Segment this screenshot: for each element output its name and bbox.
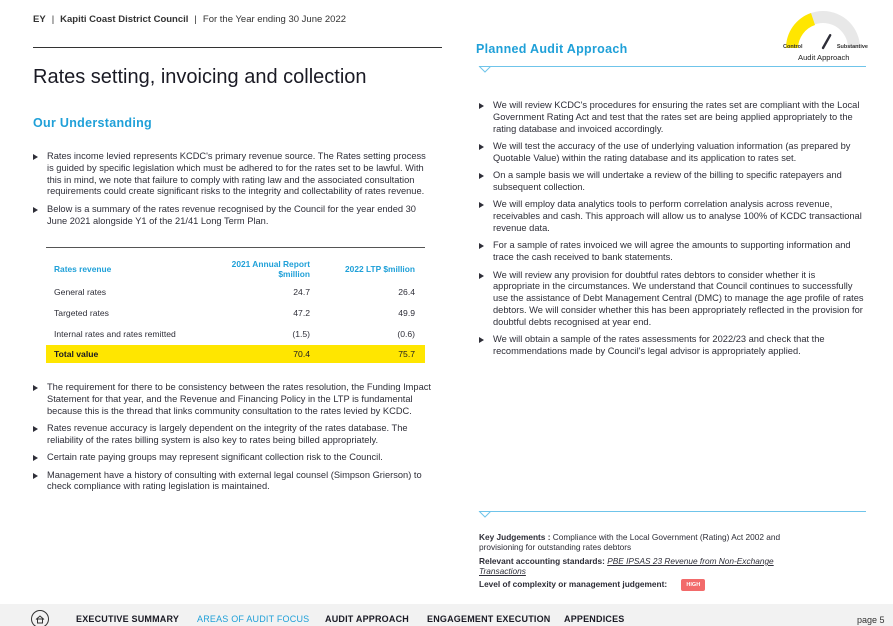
key-judgements-label: Key Judgements : bbox=[479, 532, 551, 542]
gauge-label-substantive: Substantive bbox=[836, 44, 868, 50]
list-item: We will obtain a sample of the rates assessments for 2022/23 and check that the recommendations made by Council's legal advisor is appropriately applied. bbox=[479, 334, 864, 358]
key-judgements bbox=[479, 532, 799, 552]
section-divider bbox=[479, 66, 866, 67]
cell-2021: 47.2 bbox=[293, 308, 310, 318]
bullet-arrow-icon bbox=[479, 202, 484, 208]
header-separator: | bbox=[194, 14, 197, 25]
planned-audit-approach-heading: Planned Audit Approach bbox=[476, 42, 628, 56]
bullet-arrow-icon bbox=[33, 473, 38, 479]
row-label: Total value bbox=[46, 345, 210, 363]
list-item: We will employ data analytics tools to perform correlation analysis across revenue, receivables and cash. This approach will allow us to analyse 100% of KCDC transactional revenue data. bbox=[479, 199, 864, 234]
complexity-badge: HIGH bbox=[681, 579, 705, 591]
nav-audit-approach[interactable]: AUDIT APPROACH bbox=[325, 614, 409, 624]
cell-2021: 70.4 bbox=[210, 345, 320, 363]
table-row bbox=[46, 303, 425, 324]
bullet-arrow-icon bbox=[33, 207, 38, 213]
row-label: General rates bbox=[54, 287, 107, 297]
key-judgements-text: Compliance with the Local Government (Rating) Act 2002 and provisioning for outstanding rates debtors bbox=[479, 532, 781, 552]
divider-notch-icon bbox=[478, 66, 492, 74]
bullet-arrow-icon bbox=[479, 243, 484, 249]
section-divider bbox=[479, 511, 866, 512]
bullet-arrow-icon bbox=[479, 337, 484, 343]
list-item: We will review any provision for doubtful rates debtors to consider whether it is appropriate in the circumstances. We understand that Council continues to successfully use the assistance of Debt Management Central (DMC) to manage the age profile of rates debtors. We will consider whether this has been appropriately reflected in the provision for doubtful debts recognised at year end. bbox=[479, 270, 864, 329]
cell-2022: 49.9 bbox=[398, 308, 415, 318]
nav-appendices[interactable]: APPENDICES bbox=[564, 614, 625, 624]
accounting-standards bbox=[479, 556, 809, 576]
bullet-arrow-icon bbox=[33, 154, 38, 160]
complexity-label: Level of complexity or management judgement: bbox=[479, 579, 668, 590]
list-item: For a sample of rates invoiced we will agree the amounts to supporting information and trace the cash received to bank statements. bbox=[479, 240, 864, 264]
gauge-label-control: Control bbox=[783, 44, 803, 50]
row-label: Targeted rates bbox=[54, 308, 109, 318]
column-header: 2021 Annual Report $million bbox=[231, 258, 310, 279]
our-understanding-heading: Our Understanding bbox=[33, 116, 152, 130]
gauge-caption: Audit Approach bbox=[798, 53, 850, 62]
bullet-arrow-icon bbox=[479, 144, 484, 150]
page-title: Rates setting, invoicing and collection bbox=[33, 66, 367, 88]
brand-logo: EY bbox=[33, 14, 46, 25]
audit-approach-bullets bbox=[479, 100, 864, 363]
row-label: Internal rates and rates remitted bbox=[54, 329, 176, 339]
rates-revenue-table bbox=[46, 247, 425, 363]
list-item: On a sample basis we will undertake a review of the billing to specific ratepayers and subsequent collection. bbox=[479, 170, 864, 194]
cell-2022: 26.4 bbox=[398, 287, 415, 297]
standards-link[interactable]: PBE IPSAS 23 Revenue from Non-Exchange Transactions bbox=[479, 556, 774, 576]
cell-2022: 75.7 bbox=[320, 345, 425, 363]
table-total-row bbox=[46, 345, 425, 363]
cell-2021: 24.7 bbox=[293, 287, 310, 297]
list-item: Rates revenue accuracy is largely dependent on the integrity of the rates database. The reliability of the rates billing system is also key to rates being billed appropriately. bbox=[33, 423, 437, 447]
nav-executive-summary[interactable]: EXECUTIVE SUMMARY bbox=[76, 614, 180, 624]
complexity-level bbox=[479, 579, 839, 591]
bullet-arrow-icon bbox=[479, 173, 484, 179]
column-header: 2022 LTP $million bbox=[345, 263, 415, 274]
client-name: Kapiti Coast District Council bbox=[60, 14, 189, 25]
nav-engagement-execution[interactable]: ENGAGEMENT EXECUTION bbox=[427, 614, 551, 624]
list-item: Certain rate paying groups may represent significant collection risk to the Council. bbox=[33, 452, 437, 464]
table-header-row bbox=[46, 248, 425, 282]
divider-notch-icon bbox=[478, 511, 492, 519]
nav-areas-of-audit-focus[interactable]: AREAS OF AUDIT FOCUS bbox=[197, 614, 310, 624]
bullet-arrow-icon bbox=[479, 103, 484, 109]
column-header: Rates revenue bbox=[54, 263, 112, 274]
header-separator: | bbox=[51, 14, 55, 25]
bullet-arrow-icon bbox=[33, 455, 38, 461]
list-item: We will review KCDC's procedures for ensuring the rates set are compliant with the Local Government Rating Act and test that the rates set are being applied appropriately to the rating database and invoiced accordingly. bbox=[479, 100, 864, 135]
header-divider bbox=[33, 47, 442, 48]
list-item: Rates income levied represents KCDC's primary revenue source. The Rates setting process is guided by specific legislation which must be adhered to for the rates set to be lawful. With this in mind, we note that failure to comply with rating law and the associated consultation requirements could create significant risks to the integrity and collectability of rates revenue. bbox=[33, 151, 433, 198]
period-label: For the Year ending 30 June 2022 bbox=[202, 14, 347, 25]
bullet-arrow-icon bbox=[33, 426, 38, 432]
list-item: Below is a summary of the rates revenue recognised by the Council for the year ended 30 June 2021 alongside Y1 of the 21/41 Long Term Plan. bbox=[33, 204, 433, 228]
table-row bbox=[46, 282, 425, 303]
list-item: Management have a history of consulting with external legal counsel (Simpson Grierson) to check compliance with rating legislation is maintained. bbox=[33, 470, 437, 494]
home-icon[interactable] bbox=[31, 610, 49, 626]
table-row bbox=[46, 324, 425, 345]
page-number: page 5 bbox=[857, 615, 885, 625]
bullet-arrow-icon bbox=[33, 385, 38, 391]
bullet-arrow-icon bbox=[479, 273, 484, 279]
list-item: We will test the accuracy of the use of underlying valuation information (as prepared by Quotable Value) within the rating database and its application to rates set. bbox=[479, 141, 864, 165]
page-header bbox=[33, 14, 346, 25]
understanding-bullets-bottom bbox=[33, 382, 437, 499]
cell-2021: (1.5) bbox=[292, 329, 310, 339]
audit-approach-gauge bbox=[780, 4, 866, 66]
list-item: The requirement for there to be consistency between the rates resolution, the Funding Impact Statement for that year, and the Revenue and Financing Policy in the LTP is fundamental because this is the thread that links community consultation to the rates levied by KCDC. bbox=[33, 382, 437, 417]
standards-label: Relevant accounting standards: bbox=[479, 556, 605, 566]
cell-2022: (0.6) bbox=[397, 329, 415, 339]
understanding-bullets-top bbox=[33, 151, 433, 233]
